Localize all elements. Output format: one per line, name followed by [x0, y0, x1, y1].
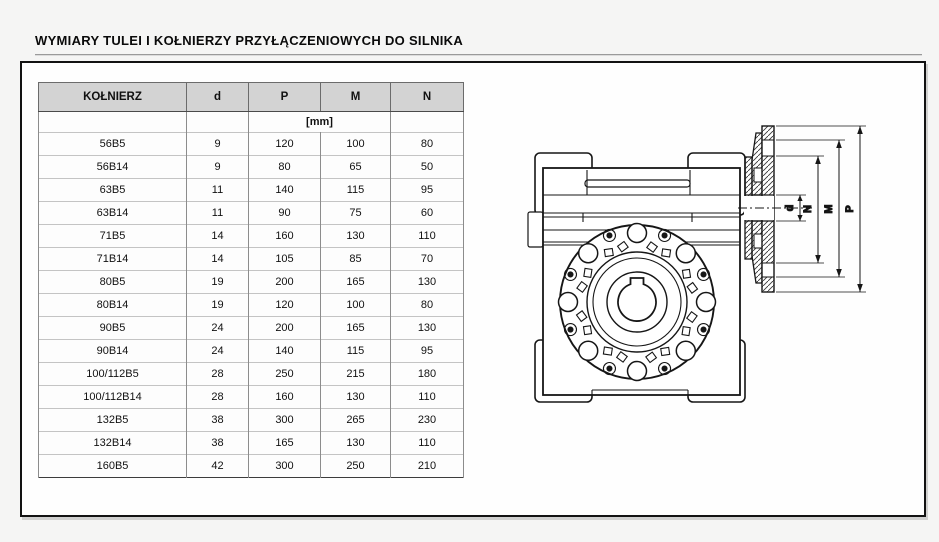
- dimension-value-cell: 110: [391, 386, 464, 409]
- table-row: [39, 179, 464, 202]
- dimension-value-cell: 115: [321, 340, 391, 363]
- table-header: [39, 83, 464, 112]
- dimension-value-cell: 180: [391, 363, 464, 386]
- dimension-value-cell: 38: [187, 432, 249, 455]
- dimension-value-cell: 11: [187, 179, 249, 202]
- dimension-value-cell: 9: [187, 156, 249, 179]
- motor-flange-section: [738, 126, 812, 292]
- dim-label-p: P: [844, 205, 856, 213]
- dimension-value-cell: 120: [249, 133, 321, 156]
- unit-cell: [187, 112, 249, 133]
- dimension-value-cell: 100: [321, 133, 391, 156]
- table-row: [39, 133, 464, 156]
- flange-name-cell: 100/112B5: [39, 363, 187, 386]
- unit-cell: [39, 112, 187, 133]
- dim-label-d: d: [784, 204, 796, 212]
- dimension-value-cell: 120: [249, 294, 321, 317]
- flange-name-cell: 90B14: [39, 340, 187, 363]
- page-title: WYMIARY TULEI I KOŁNIERZY PRZYŁĄCZENIOWYCH DO SILNIKA: [35, 33, 464, 48]
- dimension-value-cell: 14: [187, 225, 249, 248]
- dimension-value-cell: 140: [249, 340, 321, 363]
- dimension-value-cell: 14: [187, 248, 249, 271]
- dimension-value-cell: 85: [321, 248, 391, 271]
- flange-name-cell: 132B5: [39, 409, 187, 432]
- dimension-value-cell: 95: [391, 179, 464, 202]
- title-rule: [35, 54, 922, 56]
- dimension-value-cell: 28: [187, 363, 249, 386]
- dimension-value-cell: 165: [321, 317, 391, 340]
- dimension-value-cell: 70: [391, 248, 464, 271]
- flange-name-cell: 63B14: [39, 202, 187, 225]
- flange-name-cell: 63B5: [39, 179, 187, 202]
- flange-name-cell: 56B14: [39, 156, 187, 179]
- left-boss: [528, 212, 543, 247]
- dimension-value-cell: 11: [187, 202, 249, 225]
- flange-name-cell: 90B5: [39, 317, 187, 340]
- dimension-value-cell: 42: [187, 455, 249, 478]
- dimension-value-cell: 80: [249, 156, 321, 179]
- table-row: [39, 386, 464, 409]
- dimension-value-cell: 130: [321, 225, 391, 248]
- dimension-value-cell: 250: [321, 455, 391, 478]
- column-header: KOŁNIERZ: [39, 83, 187, 112]
- unit-cell: [mm]: [249, 112, 391, 133]
- dimension-value-cell: 80: [391, 133, 464, 156]
- dimension-value-cell: 215: [321, 363, 391, 386]
- gearbox-drawing: [498, 86, 918, 436]
- table-body: [39, 112, 464, 478]
- table-row: [39, 363, 464, 386]
- dimension-value-cell: 90: [249, 202, 321, 225]
- table-row: [39, 317, 464, 340]
- column-header: P: [249, 83, 321, 112]
- dimension-value-cell: 95: [391, 340, 464, 363]
- flange-name-cell: 56B5: [39, 133, 187, 156]
- dimension-value-cell: 110: [391, 432, 464, 455]
- unit-cell: [391, 112, 464, 133]
- dimension-value-cell: 110: [391, 225, 464, 248]
- flange-dimension-table: [38, 82, 464, 478]
- table-row: [39, 225, 464, 248]
- column-header: N: [391, 83, 464, 112]
- flange-name-cell: 71B14: [39, 248, 187, 271]
- dimension-value-cell: 100: [321, 294, 391, 317]
- flange-name-cell: 160B5: [39, 455, 187, 478]
- dimension-value-cell: 28: [187, 386, 249, 409]
- dimension-value-cell: 65: [321, 156, 391, 179]
- dimension-value-cell: 9: [187, 133, 249, 156]
- header-row: [39, 83, 464, 112]
- dimension-value-cell: 265: [321, 409, 391, 432]
- dim-label-m: M: [823, 204, 835, 214]
- unit-row: [39, 112, 464, 133]
- dimension-value-cell: 105: [249, 248, 321, 271]
- dimension-value-cell: 200: [249, 317, 321, 340]
- dimension-value-cell: 130: [391, 317, 464, 340]
- column-header: M: [321, 83, 391, 112]
- flange-name-cell: 100/112B14: [39, 386, 187, 409]
- flange-name-cell: 132B14: [39, 432, 187, 455]
- dimension-value-cell: 80: [391, 294, 464, 317]
- dimension-value-cell: 250: [249, 363, 321, 386]
- table-row: [39, 455, 464, 478]
- output-flange-face: [559, 224, 716, 381]
- dimension-value-cell: 130: [321, 432, 391, 455]
- dimension-value-cell: 130: [391, 271, 464, 294]
- table-row: [39, 202, 464, 225]
- dimension-value-cell: 160: [249, 386, 321, 409]
- dimension-value-cell: 300: [249, 409, 321, 432]
- flange-name-cell: 71B5: [39, 225, 187, 248]
- dimension-value-cell: 130: [321, 386, 391, 409]
- dimension-value-cell: 19: [187, 294, 249, 317]
- dimension-value-cell: 165: [321, 271, 391, 294]
- table-row: [39, 340, 464, 363]
- table-row: [39, 271, 464, 294]
- dimension-value-cell: 24: [187, 317, 249, 340]
- dimension-value-cell: 50: [391, 156, 464, 179]
- table-row: [39, 294, 464, 317]
- dimension-value-cell: 160: [249, 225, 321, 248]
- dimension-value-cell: 210: [391, 455, 464, 478]
- dimension-lines: [776, 126, 866, 292]
- dimension-value-cell: 200: [249, 271, 321, 294]
- dim-label-n: N: [802, 205, 814, 213]
- dimension-value-cell: 115: [321, 179, 391, 202]
- dimension-value-cell: 19: [187, 271, 249, 294]
- dimension-value-cell: 60: [391, 202, 464, 225]
- dimension-value-cell: 140: [249, 179, 321, 202]
- table-row: [39, 248, 464, 271]
- dimension-value-cell: 75: [321, 202, 391, 225]
- table-row: [39, 432, 464, 455]
- dimension-value-cell: 38: [187, 409, 249, 432]
- dimension-value-cell: 300: [249, 455, 321, 478]
- table-row: [39, 156, 464, 179]
- table-row: [39, 409, 464, 432]
- dimension-value-cell: 165: [249, 432, 321, 455]
- dimension-value-cell: 24: [187, 340, 249, 363]
- column-header: d: [187, 83, 249, 112]
- flange-name-cell: 80B5: [39, 271, 187, 294]
- flange-name-cell: 80B14: [39, 294, 187, 317]
- dimension-value-cell: 230: [391, 409, 464, 432]
